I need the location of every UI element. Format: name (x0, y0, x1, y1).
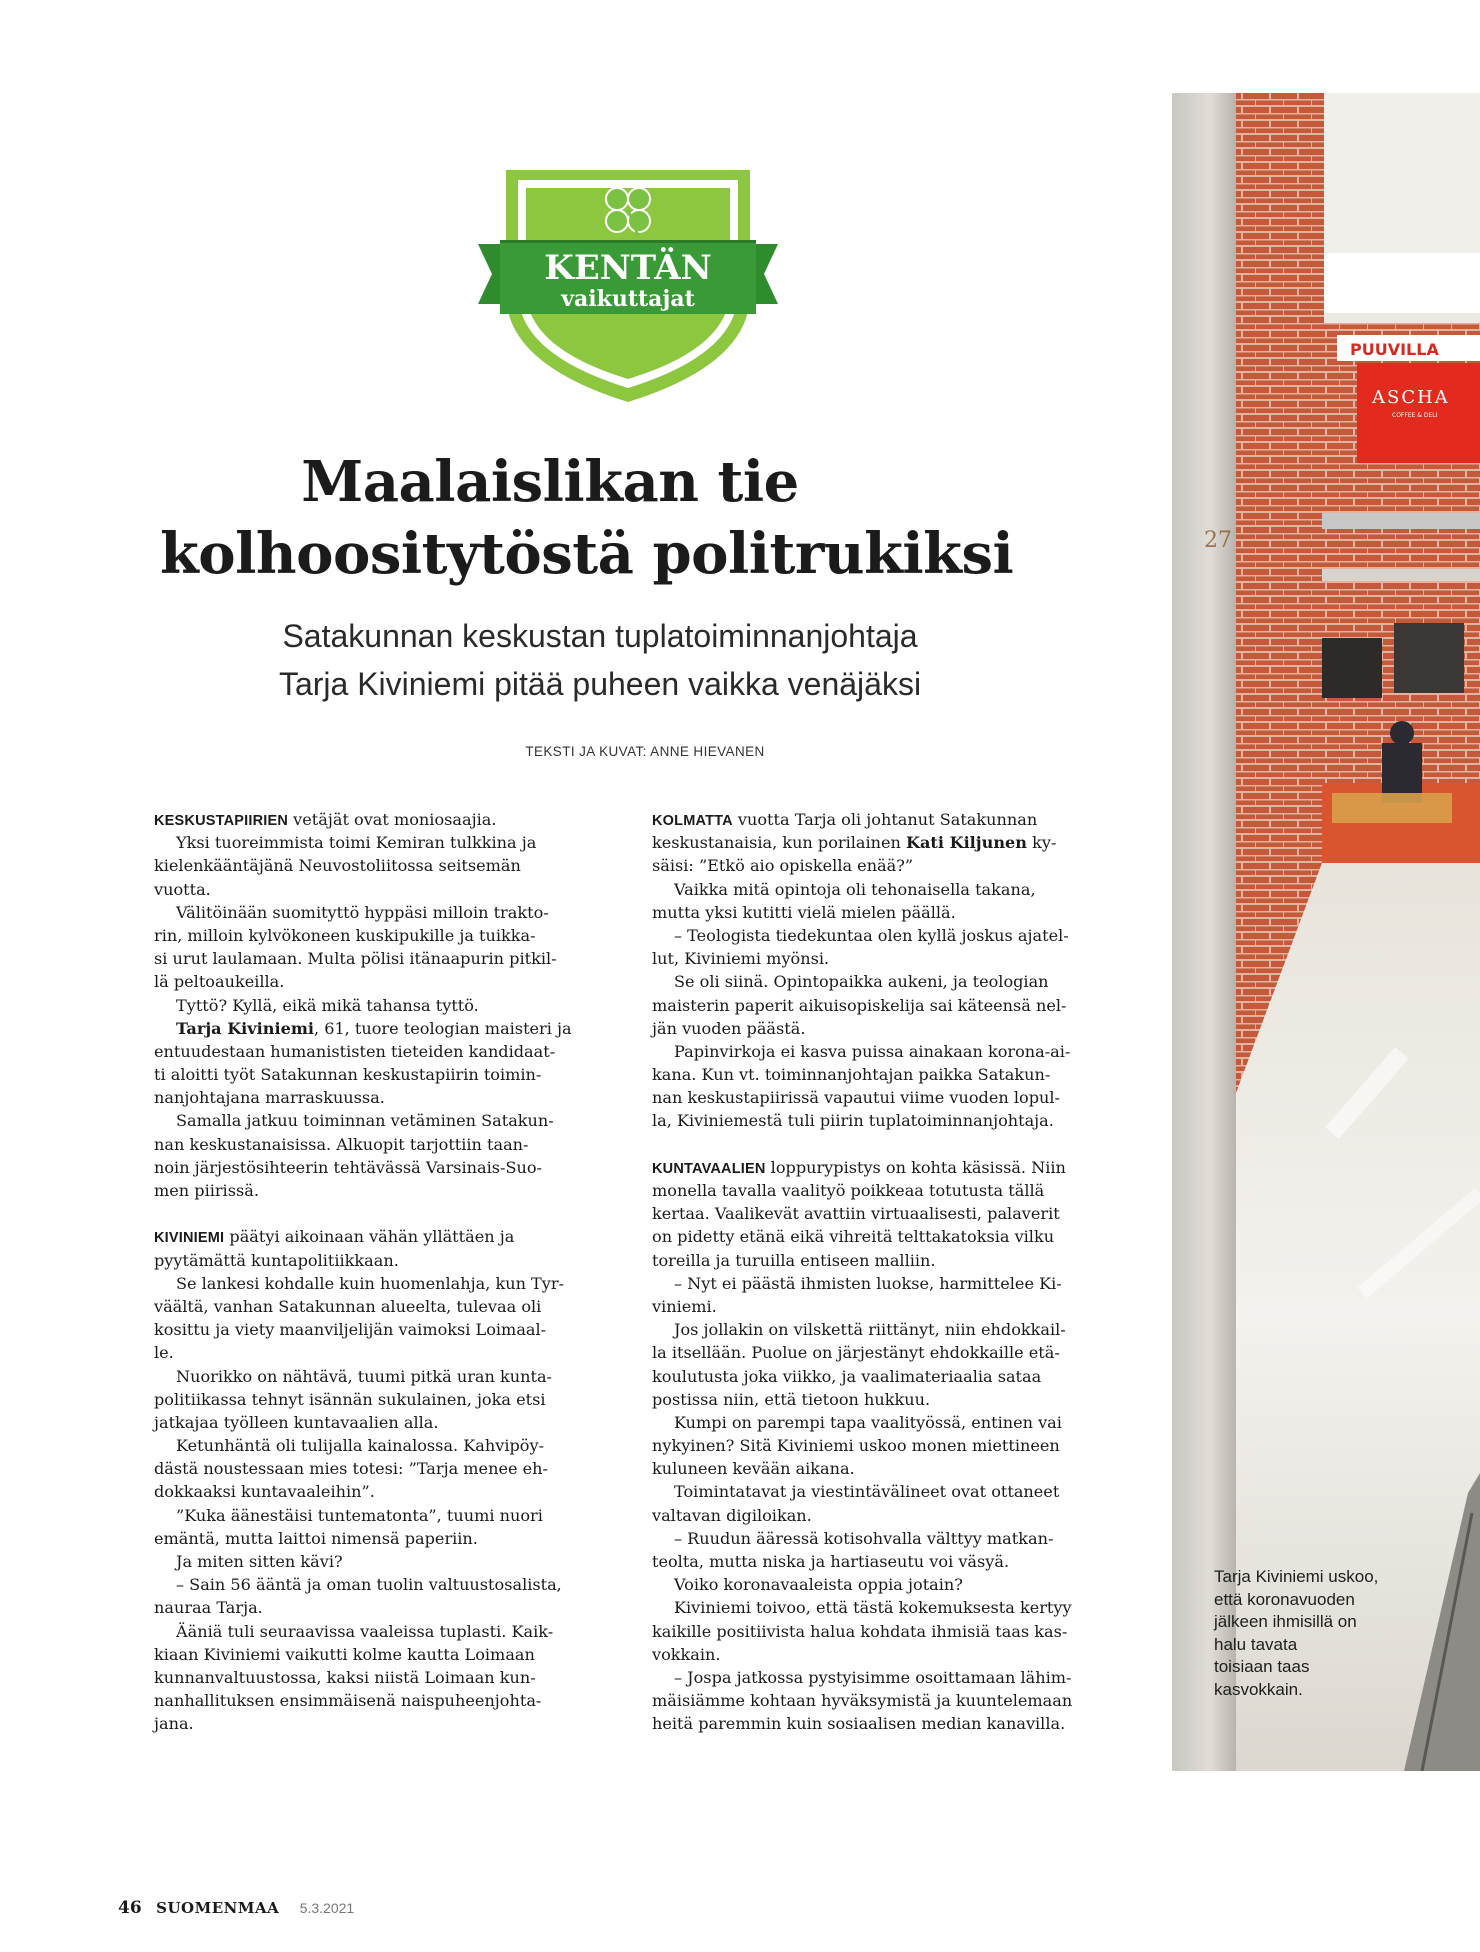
text-line: Välitöinään suomityttö hyppäsi milloin trakto- (176, 902, 549, 922)
text-line: lä peltoaukeilla. (154, 972, 285, 992)
text-line: pyytämättä kuntapolitiikkaan. (154, 1250, 399, 1270)
text-line: Nuorikko on nähtävä, tuumi pitkä uran kunta- (176, 1366, 552, 1386)
text-line: – Nyt ei päästä ihmisten luokse, harmittelee Ki- (674, 1273, 1062, 1293)
caption-line: toisiaan taas (1214, 1657, 1310, 1676)
text-line: KOLMATTA vuotta Tarja oli johtanut Satakunnan (652, 810, 1038, 829)
text-line: la itsellään. Puolue on järjestänyt ehdokkaille etä- (652, 1343, 1060, 1363)
text-line: teolta, mutta niska ja hartiaseutu voi väsyä. (652, 1552, 1010, 1571)
text-line: Voiko koronavaaleista oppia jotain? (674, 1575, 963, 1595)
subhead-line-2: Tarja Kiviniemi pitää puheen vaikka venäjäksi (278, 666, 922, 702)
text-line: noin järjestösihteerin tehtävässä Varsinais-Suo- (154, 1157, 542, 1177)
text-line: kosittu ja viety maanviljelijän vaimoksi Loimaal- (154, 1320, 547, 1340)
badge-title: KENTÄN (544, 248, 712, 288)
caption-line: kasvokkain. (1214, 1679, 1303, 1699)
text-line: kana. Kun vt. toiminnanjohtajan paikka Satakun- (652, 1065, 1051, 1085)
text-line: viniemi. (652, 1296, 717, 1316)
text-line: keskustanaisia, kun porilainen Kati Kiljunen ky- (652, 833, 1057, 853)
person-name: Kati Kiljunen (906, 833, 1027, 853)
text-line: jän vuoden päästä. (652, 1018, 806, 1038)
article-column-left (154, 808, 604, 1736)
text-line: Yksi tuoreimmista toimi Kemiran tulkkina ja (176, 833, 537, 853)
text-line: nanhallituksen ensimmäisenä naispuheenjohta- (154, 1691, 542, 1711)
text-line: kertaa. Vaalikevät avattiin virtuaalisesti, palaverit (652, 1204, 1060, 1224)
text-line: Papinvirkoja ei kasva puissa ainakaan korona-ai- (674, 1041, 1071, 1061)
text-line: Se lankesi kohdalle kuin huomenlahja, kun Tyr- (176, 1273, 565, 1293)
text-line: lut, Kiviniemi myönsi. (652, 949, 830, 969)
text-line: maisterin paperit aikuisopiskelija sai käteensä nel- (652, 995, 1067, 1015)
text-line: vuotta. (154, 879, 211, 899)
page-footer (118, 1898, 354, 1922)
person-name: Tarja Kiviniemi (176, 1018, 314, 1038)
lead-word: KESKUSTAPIIRIEN (154, 813, 289, 829)
text-line: mutta yksi kutitti vielä mielen päällä. (652, 902, 956, 922)
article-subheading (200, 612, 1000, 708)
text-line: valtavan digiloikan. (652, 1505, 812, 1525)
text-line: säisi: ”Etkö aio opiskella enää?” (652, 856, 914, 876)
text-line: Kumpi on parempi tapa vaalityössä, entinen vai (674, 1412, 1062, 1432)
headline-line-2: kolhoositytöstä politrukiksi (160, 521, 1014, 587)
text-line: Tyttö? Kyllä, eikä mikä tahansa tyttö. (176, 995, 479, 1015)
text-line: kielenkääntäjänä Neuvostoliitossa seitsemän (154, 856, 521, 876)
text-line: le. (154, 1343, 174, 1363)
ascha-sign: ASCHA (1372, 387, 1450, 408)
text-line: kunnanvaltuustossa, kaksi niistä Loimaan kun- (154, 1667, 536, 1687)
headline-line-1: Maalaislikan tie (301, 449, 799, 515)
text-line: on pidetty etänä eikä vihreitä telttakatoksia vilku (652, 1227, 1055, 1247)
text-line: dästä noustessaan mies totesi: ”Tarja menee eh- (154, 1459, 548, 1479)
text-line: entuudestaan humanististen tieteiden kandidaat- (154, 1041, 556, 1061)
ascha-subtitle: COFFEE & DELI (1392, 412, 1438, 419)
caption-line: jälkeen ihmisillä on (1214, 1612, 1357, 1631)
text-line: Ja miten sitten kävi? (176, 1552, 343, 1571)
article-column-right (652, 808, 1102, 1736)
caption-line: Tarja Kiviniemi uskoo, (1214, 1567, 1379, 1586)
issue-date: 5.3.2021 (299, 1900, 355, 1916)
text-line: väältä, vanhan Satakunnan alueelta, tulevaa oli (154, 1296, 542, 1316)
text-line: ti aloitti työt Satakunnan keskustapiirin toimin- (154, 1065, 542, 1085)
text-line: nauraa Tarja. (154, 1598, 263, 1618)
text-line: kuluneen kevään aikana. (652, 1459, 855, 1479)
text-line: emäntä, mutta laittoi nimensä paperiin. (154, 1528, 478, 1548)
caption-line: että koronavuoden (1214, 1589, 1355, 1609)
text-line: – Teologista tiedekuntaa olen kyllä joskus ajatel- (674, 925, 1069, 945)
byline: TEKSTI JA KUVAT: ANNE HIEVANEN (525, 744, 765, 759)
text-line: Jos jollakin on vilskettä riittänyt, niin ehdokkail- (674, 1320, 1066, 1340)
text-line: dokkaaksi kuntavaaleihin”. (154, 1482, 375, 1502)
text-line: postissa niin, että tietoon hukkuu. (652, 1389, 931, 1409)
lead-word: KOLMATTA (652, 813, 733, 829)
text-line: Vaikka mitä opintoja oli tehonaisella takana, (674, 879, 1036, 899)
text-line: – Sain 56 ääntä ja oman tuolin valtuustosalista, (176, 1575, 562, 1595)
text-line: Ääniä tuli seuraavissa vaaleissa tuplasti. Kaik- (176, 1621, 554, 1641)
text-line: KESKUSTAPIIRIEN vetäjät ovat moniosaajia. (154, 810, 497, 829)
text-line: nykyinen? Sitä Kiviniemi uskoo monen miettineen (652, 1436, 1060, 1456)
text-line: – Jospa jatkossa pystyisimme osoittamaan lähim- (674, 1667, 1072, 1687)
page-number: 46 (118, 1898, 142, 1918)
text-line: KIVINIEMI päätyi aikoinaan vähän yllättäen ja (154, 1227, 515, 1247)
caption-line: halu tavata (1214, 1634, 1298, 1654)
text-line: Tarja Kiviniemi, 61, tuore teologian maisteri ja (176, 1018, 572, 1038)
text-line: jana. (154, 1714, 194, 1734)
text-line: monella tavalla vaalityö poikkeaa totutusta tällä (652, 1181, 1045, 1200)
subhead-line-1: Satakunnan keskustan tuplatoiminnanjohtaja (282, 618, 918, 654)
paragraph-gap (154, 1202, 604, 1225)
text-line: politiikassa tehnyt isännän sukulainen, joka etsi (154, 1389, 546, 1409)
text-line: Samalla jatkuu toiminnan vetäminen Satakun- (176, 1111, 554, 1131)
puuvilla-sign: PUUVILLA (1350, 340, 1439, 359)
text-line: kaikille positiivista halua kohdata ihmisiä taas kas- (652, 1621, 1068, 1641)
text-line: KUNTAVAALIEN loppurypistys on kohta käsissä. Niin (652, 1157, 1066, 1177)
text-line: heitä paremmin kuin sosiaalisen median kanavilla. (652, 1714, 1066, 1734)
pillar-number: 27 (1204, 528, 1232, 553)
text-line: vokkain. (652, 1644, 721, 1664)
article-headline (160, 446, 1014, 590)
paragraph-gap (652, 1133, 1102, 1156)
lead-word: KUNTAVAALIEN (652, 1160, 766, 1177)
text-line: mäisiämme kohtaan hyväksymistä ja kuuntelemaan (652, 1691, 1073, 1711)
text-line: jatkajaa työlleen kuntavaalien alla. (154, 1412, 439, 1432)
kentan-vaikuttajat-badge (478, 166, 778, 406)
text-line: ”Kuka äänestäisi tuntematonta”, tuumi nuori (176, 1505, 543, 1525)
text-line: kiaan Kiviniemi vaikutti kolme kautta Loimaan (154, 1644, 535, 1664)
text-line: nan keskustanaisissa. Alkuopit tarjottiin taan- (154, 1134, 529, 1154)
text-line: Kiviniemi toivoo, että tästä kokemuksesta kertyy (674, 1598, 1072, 1618)
article-photo (1172, 93, 1480, 1771)
text-line: toreilla ja turuilla entiseen malliin. (652, 1250, 936, 1270)
text-line: nan keskustapiirissä vapautui viime vuoden lopul- (652, 1088, 1060, 1108)
text-line: si urut laulamaan. Multa pölisi itänaapurin pitkil- (154, 949, 557, 969)
text-line: rin, milloin kylvökoneen kuskipukille ja tuikka- (154, 925, 536, 945)
text-line: men piirissä. (154, 1181, 259, 1200)
text-line: nanjohtajana marraskuussa. (154, 1088, 385, 1108)
lead-word: KIVINIEMI (154, 1230, 225, 1247)
text-line: Toimintatavat ja viestintävälineet ovat ottaneet (674, 1482, 1060, 1502)
badge-subtitle: vaikuttajat (561, 286, 695, 312)
text-line: Se oli siinä. Opintopaikka aukeni, ja teologian (674, 972, 1049, 992)
text-line: Ketunhäntä oli tulijalla kainalossa. Kahvipöy- (176, 1436, 545, 1456)
text-line: koulutusta joka viikko, ja vaalimateriaalia sataa (652, 1366, 1042, 1386)
magazine-name: SUOMENMAA (156, 1899, 280, 1917)
text-line: la, Kiviniemestä tuli piirin tuplatoiminnanjohtaja. (652, 1111, 1054, 1131)
photo-caption (1214, 1566, 1414, 1701)
text-line: – Ruudun ääressä kotisohvalla välttyy matkan- (674, 1528, 1054, 1548)
